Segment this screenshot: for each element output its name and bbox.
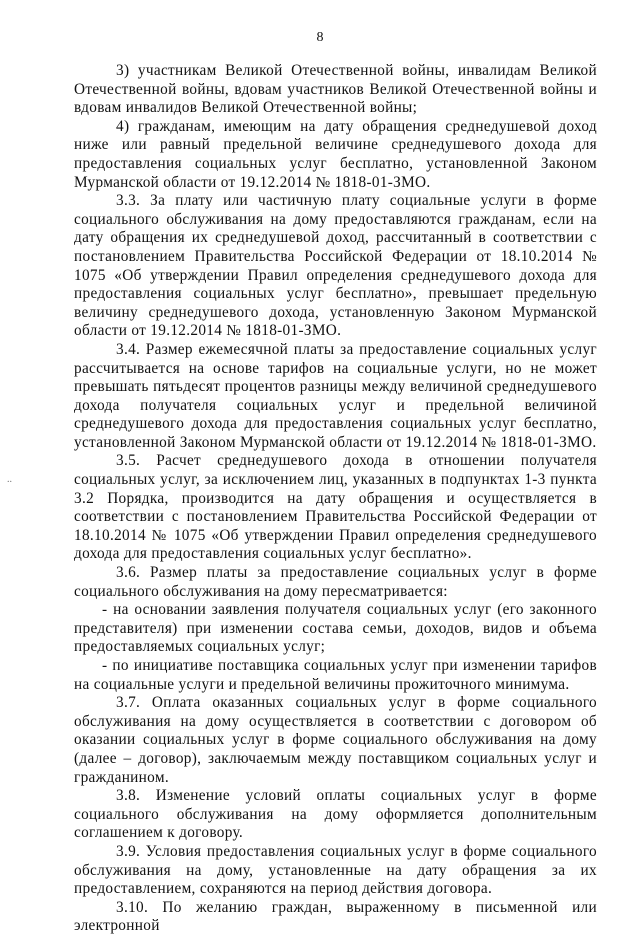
paragraph-3-2-item-3: 3) участникам Великой Отечественной войны, инвалидам Великой Отечественной войны, вдовам участников Великой Отечественной войны и вдовам инвалидов Великой Отечественной войны;: [74, 62, 597, 117]
paragraph-3-3: 3.3. За плату или частичную плату социальные услуги в форме социального обслуживания на дому предоставляются гражданам, если на дату обращения их среднедушевой доход, рассчитанный в соответствии с постановлением Правительства Российской Федерации от 18.10.2014 № 1075 «Об утверждении Правил определения среднедушевого дохода для предоставления социальных услуг бесплатно», превышает предельную величину среднедушевого дохода, установленную Законом Мурманской области от 19.12.2014 № 1818-01-ЗМО.: [74, 192, 597, 340]
paragraph-3-4: 3.4. Размер ежемесячной платы за предоставление социальных услуг рассчитывается на основе тарифов на социальные услуги, но не может превышать пятьдесят процентов разницы между величиной среднедушевого дохода получателя социальных услуг и предельной величиной среднедушевого дохода для предоставления социальных услуг бесплатно, установленной Законом Мурманской области от 19.12.2014 № 1818-01-ЗМО.: [74, 340, 597, 451]
document-body: [74, 62, 597, 936]
paragraph-3-6: 3.6. Размер платы за предоставление социальных услуг в форме социального обслуживания на дому пересматривается:: [74, 564, 597, 600]
paragraph-3-9: 3.9. Условия предоставления социальных услуг в форме социального обслуживания на дому, установленные на дату обращения за их предоставлением, сохраняются на период действия договора.: [74, 842, 597, 898]
paragraph-3-2-item-4: 4) гражданам, имеющим на дату обращения среднедушевой доход ниже или равный предельной величине среднедушевого дохода для предоставления социальных услуг бесплатно, установленной Законом Мурманской области от 19.12.2014 № 1818-01-ЗМО.: [74, 117, 597, 191]
margin-mark: ..: [7, 474, 12, 485]
paragraph-3-7: 3.7. Оплата оказанных социальных услуг в форме социального обслуживания на дому осуществляется в соответствии с договором об оказании социальных услуг в форме социального обслуживания на дому (далее – договор), заключаемым между поставщиком социальных услуг и гражданином.: [74, 694, 597, 786]
page-number: 8: [316, 30, 324, 45]
paragraph-3-6-bullet-1: - на основании заявления получателя социальных услуг (его законного представителя) при изменении состава семьи, доходов, видов и объема предоставляемых социальных услуг;: [74, 601, 597, 656]
paragraph-3-5: 3.5. Расчет среднедушевого дохода в отношении получателя социальных услуг, за исключением лиц, указанных в подпунктах 1-3 пункта 3.2 Порядка, производится на дату обращения и осуществляется в соответствии с постановлением Правительства Российской Федерации от 18.10.2014 № 1075 «Об утверждении Правил определения среднедушевого дохода для предоставления социальных услуг бесплатно».: [74, 452, 597, 563]
paragraph-3-8: 3.8. Изменение условий оплаты социальных услуг в форме социального обслуживания на дому оформляется дополнительным соглашением к договору.: [74, 787, 597, 842]
paragraph-3-6-bullet-2: - по инициативе поставщика социальных услуг при изменении тарифов на социальные услуги и предельной величины прожиточного минимума.: [74, 657, 597, 693]
paragraph-3-10: 3.10. По желанию граждан, выраженному в письменной или электронной: [74, 898, 597, 935]
